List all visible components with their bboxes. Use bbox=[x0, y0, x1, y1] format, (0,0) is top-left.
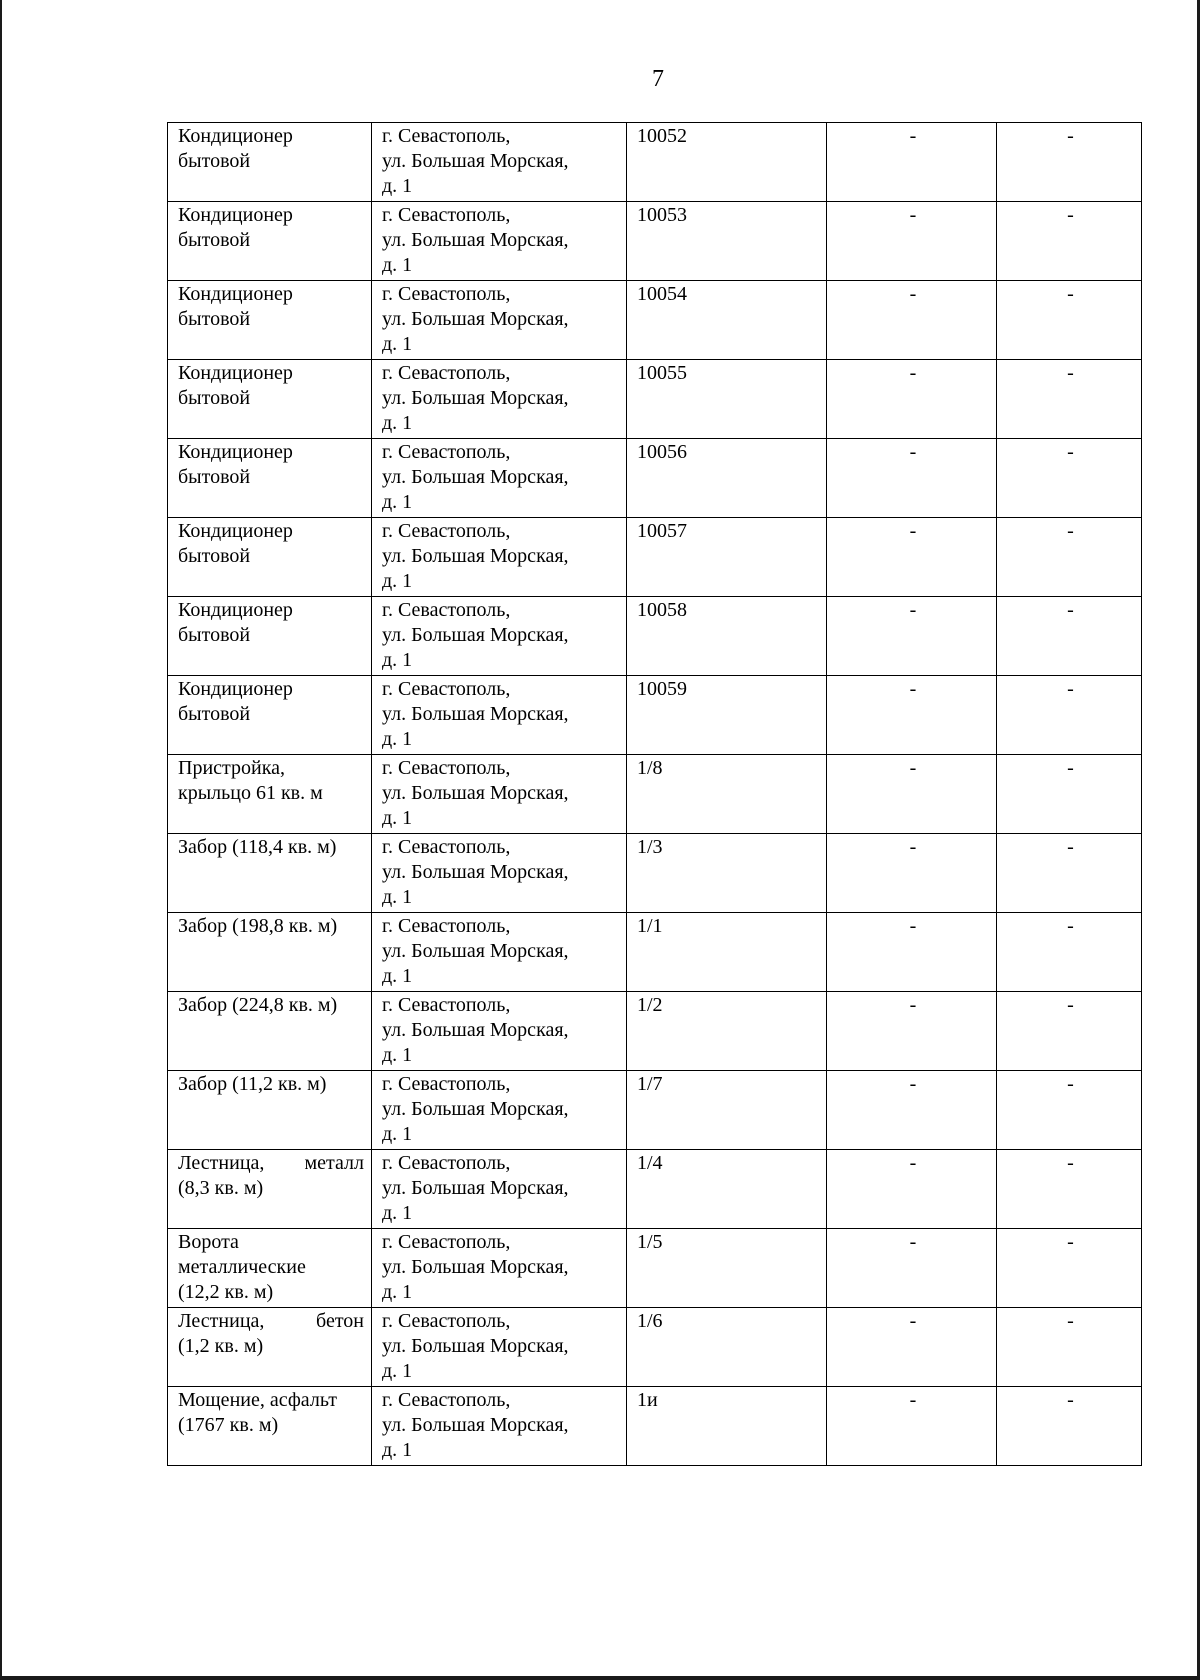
address-line: г. Севастополь, bbox=[382, 915, 511, 937]
cell-col4: - bbox=[827, 123, 997, 202]
object-name-line: (8,3 кв. м) bbox=[178, 1177, 264, 1199]
cell-col5: - bbox=[997, 281, 1142, 360]
object-name-line: Кондиционер bbox=[178, 204, 293, 226]
object-name-line: бытовой bbox=[178, 545, 251, 567]
cell-col5: - bbox=[997, 1150, 1142, 1229]
address-line: ул. Большая Морская, bbox=[382, 308, 569, 330]
cell-inventory-number: 1/1 bbox=[627, 913, 827, 992]
address-line: г. Севастополь, bbox=[382, 1231, 511, 1253]
cell-address bbox=[372, 913, 627, 992]
address-line: ул. Большая Морская, bbox=[382, 229, 569, 251]
cell-object-name bbox=[168, 360, 372, 439]
object-name-line: (12,2 кв. м) bbox=[178, 1281, 274, 1303]
address-line: д. 1 bbox=[382, 807, 413, 829]
object-name-line: Кондиционер bbox=[178, 283, 293, 305]
table-row bbox=[168, 834, 1142, 913]
table-row bbox=[168, 281, 1142, 360]
address-line: г. Севастополь, bbox=[382, 757, 511, 779]
cell-inventory-number: 1/5 bbox=[627, 1229, 827, 1308]
page-number: 7 bbox=[652, 66, 664, 92]
address-line: д. 1 bbox=[382, 1360, 413, 1382]
cell-inventory-number: 10055 bbox=[627, 360, 827, 439]
cell-address bbox=[372, 992, 627, 1071]
cell-object-name bbox=[168, 123, 372, 202]
address-line: г. Севастополь, bbox=[382, 599, 511, 621]
inventory-table-body bbox=[168, 123, 1142, 1466]
cell-col4: - bbox=[827, 202, 997, 281]
object-name-line: бытовой bbox=[178, 387, 251, 409]
address-line: ул. Большая Морская, bbox=[382, 150, 569, 172]
address-line: г. Севастополь, bbox=[382, 1310, 511, 1332]
cell-col4: - bbox=[827, 834, 997, 913]
address-line: ул. Большая Морская, bbox=[382, 545, 569, 567]
address-line: ул. Большая Морская, bbox=[382, 624, 569, 646]
address-line: д. 1 bbox=[382, 1281, 413, 1303]
cell-col5: - bbox=[997, 676, 1142, 755]
cell-object-name bbox=[168, 755, 372, 834]
address-line: ул. Большая Морская, bbox=[382, 466, 569, 488]
object-name-line: Лестница, бетон bbox=[178, 1310, 364, 1332]
address-line: д. 1 bbox=[382, 1202, 413, 1224]
cell-object-name bbox=[168, 992, 372, 1071]
table-row bbox=[168, 913, 1142, 992]
table-row bbox=[168, 1071, 1142, 1150]
cell-inventory-number: 10059 bbox=[627, 676, 827, 755]
address-line: ул. Большая Морская, bbox=[382, 782, 569, 804]
object-name-line: Мощение, асфальт bbox=[178, 1389, 337, 1411]
address-line: ул. Большая Морская, bbox=[382, 1019, 569, 1041]
object-name-line: Ворота bbox=[178, 1231, 239, 1253]
cell-col5: - bbox=[997, 992, 1142, 1071]
object-name-line: бытовой bbox=[178, 703, 251, 725]
cell-inventory-number: 10052 bbox=[627, 123, 827, 202]
cell-address bbox=[372, 676, 627, 755]
cell-col5: - bbox=[997, 1387, 1142, 1466]
cell-col4: - bbox=[827, 1308, 997, 1387]
cell-object-name bbox=[168, 676, 372, 755]
object-name-line: бытовой bbox=[178, 466, 251, 488]
table-row bbox=[168, 360, 1142, 439]
object-name-line: Кондиционер bbox=[178, 678, 293, 700]
address-line: д. 1 bbox=[382, 649, 413, 671]
cell-object-name bbox=[168, 439, 372, 518]
cell-col4: - bbox=[827, 676, 997, 755]
address-line: д. 1 bbox=[382, 728, 413, 750]
address-line: г. Севастополь, bbox=[382, 362, 511, 384]
cell-inventory-number: 1/4 bbox=[627, 1150, 827, 1229]
address-line: д. 1 bbox=[382, 491, 413, 513]
cell-col5: - bbox=[997, 202, 1142, 281]
address-line: г. Севастополь, bbox=[382, 520, 511, 542]
address-line: г. Севастополь, bbox=[382, 204, 511, 226]
cell-inventory-number: 1/7 bbox=[627, 1071, 827, 1150]
cell-address bbox=[372, 123, 627, 202]
address-line: ул. Большая Морская, bbox=[382, 1414, 569, 1436]
cell-col5: - bbox=[997, 755, 1142, 834]
address-line: д. 1 bbox=[382, 1123, 413, 1145]
address-line: ул. Большая Морская, bbox=[382, 703, 569, 725]
cell-object-name bbox=[168, 913, 372, 992]
cell-inventory-number: 10057 bbox=[627, 518, 827, 597]
cell-col4: - bbox=[827, 1229, 997, 1308]
cell-address bbox=[372, 281, 627, 360]
cell-address bbox=[372, 518, 627, 597]
object-name-line: Кондиционер bbox=[178, 520, 293, 542]
cell-object-name bbox=[168, 1387, 372, 1466]
cell-object-name bbox=[168, 1308, 372, 1387]
object-name-line: Забор (224,8 кв. м) bbox=[178, 994, 338, 1016]
cell-address bbox=[372, 755, 627, 834]
cell-address bbox=[372, 1387, 627, 1466]
cell-col5: - bbox=[997, 834, 1142, 913]
cell-address bbox=[372, 360, 627, 439]
address-line: д. 1 bbox=[382, 412, 413, 434]
address-line: д. 1 bbox=[382, 1439, 413, 1461]
address-line: ул. Большая Морская, bbox=[382, 861, 569, 883]
object-name-line: Кондиционер bbox=[178, 362, 293, 384]
table-row bbox=[168, 1308, 1142, 1387]
cell-object-name bbox=[168, 1150, 372, 1229]
address-line: г. Севастополь, bbox=[382, 441, 511, 463]
address-line: ул. Большая Морская, bbox=[382, 1256, 569, 1278]
object-name-line: Кондиционер bbox=[178, 599, 293, 621]
cell-col4: - bbox=[827, 913, 997, 992]
address-line: г. Севастополь, bbox=[382, 836, 511, 858]
object-name-line: крыльцо 61 кв. м bbox=[178, 782, 323, 804]
cell-inventory-number: 1/6 bbox=[627, 1308, 827, 1387]
scan-edge-bottom bbox=[0, 1676, 1200, 1680]
cell-address bbox=[372, 597, 627, 676]
table-row bbox=[168, 676, 1142, 755]
cell-inventory-number: 10058 bbox=[627, 597, 827, 676]
object-name-line: бытовой bbox=[178, 308, 251, 330]
object-name-line: Забор (11,2 кв. м) bbox=[178, 1073, 327, 1095]
object-name-line: металлические bbox=[178, 1256, 306, 1278]
object-name-line: Забор (198,8 кв. м) bbox=[178, 915, 338, 937]
table-row bbox=[168, 992, 1142, 1071]
cell-col4: - bbox=[827, 439, 997, 518]
object-name-line: бытовой bbox=[178, 624, 251, 646]
address-line: ул. Большая Морская, bbox=[382, 1335, 569, 1357]
table-row bbox=[168, 1150, 1142, 1229]
cell-col5: - bbox=[997, 913, 1142, 992]
object-name-line: Лестница, металл bbox=[178, 1152, 364, 1174]
cell-col5: - bbox=[997, 1308, 1142, 1387]
cell-col4: - bbox=[827, 1071, 997, 1150]
cell-address bbox=[372, 1308, 627, 1387]
cell-inventory-number: 1/3 bbox=[627, 834, 827, 913]
cell-inventory-number: 10056 bbox=[627, 439, 827, 518]
cell-col5: - bbox=[997, 123, 1142, 202]
cell-object-name bbox=[168, 597, 372, 676]
table-row bbox=[168, 1229, 1142, 1308]
cell-object-name bbox=[168, 1229, 372, 1308]
cell-col4: - bbox=[827, 518, 997, 597]
cell-address bbox=[372, 439, 627, 518]
address-line: д. 1 bbox=[382, 175, 413, 197]
address-line: г. Севастополь, bbox=[382, 678, 511, 700]
object-name-line: (1,2 кв. м) bbox=[178, 1335, 264, 1357]
cell-col4: - bbox=[827, 597, 997, 676]
address-line: д. 1 bbox=[382, 886, 413, 908]
cell-inventory-number: 1/2 bbox=[627, 992, 827, 1071]
cell-object-name bbox=[168, 518, 372, 597]
cell-col4: - bbox=[827, 360, 997, 439]
cell-col4: - bbox=[827, 1387, 997, 1466]
address-line: д. 1 bbox=[382, 965, 413, 987]
address-line: д. 1 bbox=[382, 333, 413, 355]
cell-col5: - bbox=[997, 439, 1142, 518]
address-line: г. Севастополь, bbox=[382, 1389, 511, 1411]
table-row bbox=[168, 755, 1142, 834]
cell-object-name bbox=[168, 281, 372, 360]
address-line: ул. Большая Морская, bbox=[382, 940, 569, 962]
cell-col4: - bbox=[827, 992, 997, 1071]
address-line: д. 1 bbox=[382, 254, 413, 276]
object-name-line: бытовой bbox=[178, 150, 251, 172]
object-name-line: бытовой bbox=[178, 229, 251, 251]
cell-col4: - bbox=[827, 281, 997, 360]
cell-address bbox=[372, 1071, 627, 1150]
address-line: ул. Большая Морская, bbox=[382, 1098, 569, 1120]
cell-col5: - bbox=[997, 1071, 1142, 1150]
cell-object-name bbox=[168, 1071, 372, 1150]
cell-col4: - bbox=[827, 1150, 997, 1229]
cell-object-name bbox=[168, 202, 372, 281]
cell-address bbox=[372, 1150, 627, 1229]
cell-address bbox=[372, 202, 627, 281]
table-row bbox=[168, 597, 1142, 676]
address-line: д. 1 bbox=[382, 1044, 413, 1066]
table-row bbox=[168, 123, 1142, 202]
address-line: г. Севастополь, bbox=[382, 283, 511, 305]
address-line: г. Севастополь, bbox=[382, 994, 511, 1016]
address-line: ул. Большая Морская, bbox=[382, 387, 569, 409]
inventory-table bbox=[167, 122, 1142, 1466]
cell-address bbox=[372, 1229, 627, 1308]
object-name-line: Кондиционер bbox=[178, 441, 293, 463]
object-name-line: Пристройка, bbox=[178, 757, 286, 779]
scan-edge-left bbox=[0, 0, 2, 1680]
address-line: г. Севастополь, bbox=[382, 125, 511, 147]
object-name-line: Забор (118,4 кв. м) bbox=[178, 836, 337, 858]
cell-inventory-number: 1и bbox=[627, 1387, 827, 1466]
cell-col5: - bbox=[997, 518, 1142, 597]
cell-inventory-number: 1/8 bbox=[627, 755, 827, 834]
cell-inventory-number: 10054 bbox=[627, 281, 827, 360]
cell-object-name bbox=[168, 834, 372, 913]
address-line: г. Севастополь, bbox=[382, 1152, 511, 1174]
cell-address bbox=[372, 834, 627, 913]
object-name-line: (1767 кв. м) bbox=[178, 1414, 279, 1436]
table-row bbox=[168, 518, 1142, 597]
address-line: г. Севастополь, bbox=[382, 1073, 511, 1095]
cell-col5: - bbox=[997, 1229, 1142, 1308]
table-row bbox=[168, 202, 1142, 281]
address-line: д. 1 bbox=[382, 570, 413, 592]
cell-inventory-number: 10053 bbox=[627, 202, 827, 281]
address-line: ул. Большая Морская, bbox=[382, 1177, 569, 1199]
cell-col4: - bbox=[827, 755, 997, 834]
table-row bbox=[168, 1387, 1142, 1466]
object-name-line: Кондиционер bbox=[178, 125, 293, 147]
cell-col5: - bbox=[997, 597, 1142, 676]
cell-col5: - bbox=[997, 360, 1142, 439]
table-row bbox=[168, 439, 1142, 518]
